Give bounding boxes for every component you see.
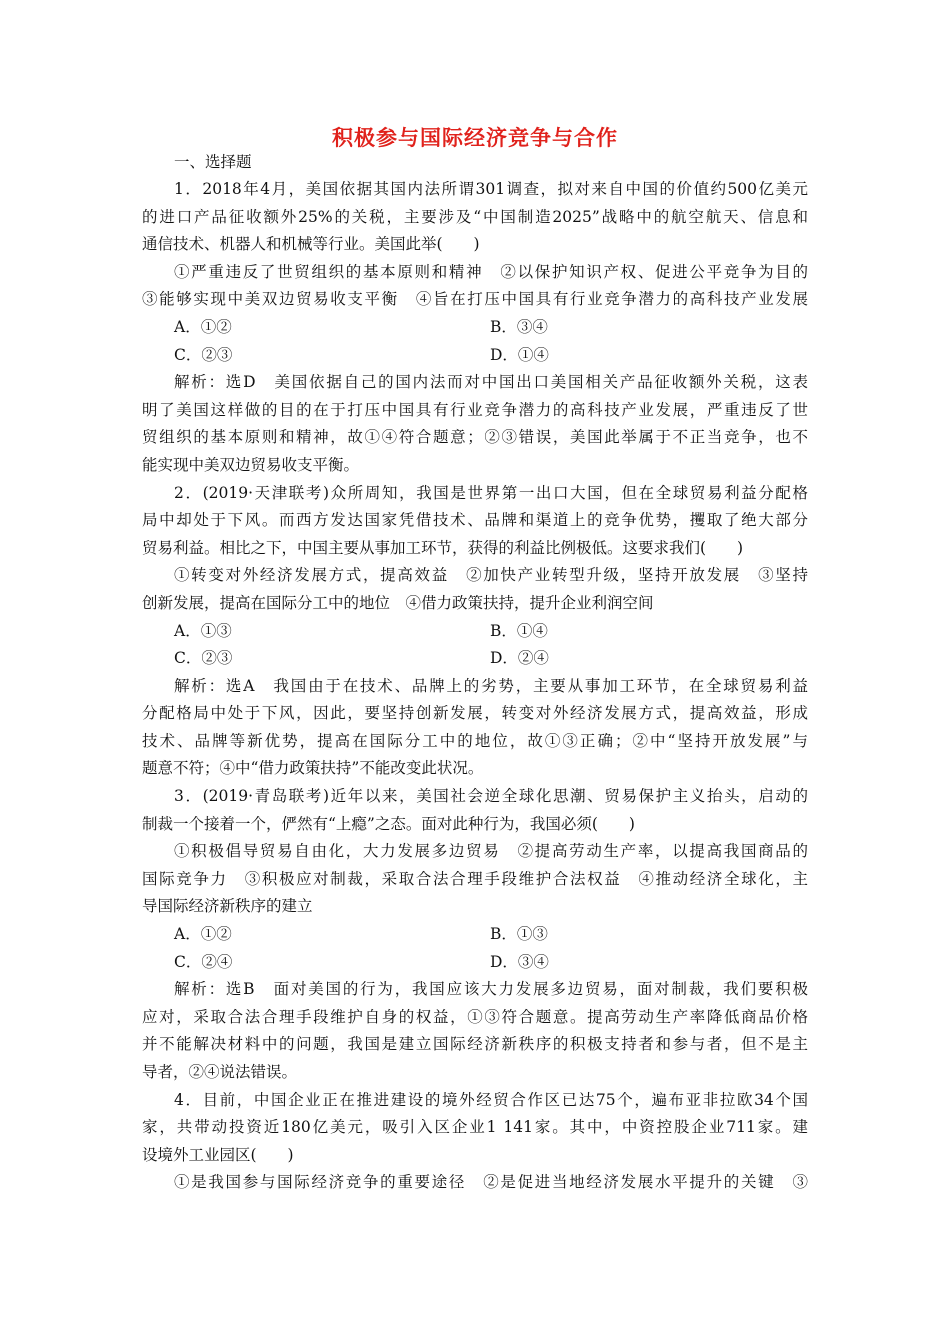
analysis-line: 解析：选D 美国依据自己的国内法而对中国出口美国相关产品征收额外关税，这表 xyxy=(174,373,808,392)
question-stem-line: 2．(2019·天津联考)众所周知，我国是世界第一出口大国，但在全球贸易利益分配格 xyxy=(174,483,808,502)
options-row xyxy=(142,645,808,673)
statement-line: ①严重违反了世贸组织的基本原则和精神 ②以保护知识产权、促进公平竞争为目的 xyxy=(174,262,808,281)
question-stem-line: 设境外工业园区( ) xyxy=(142,1145,294,1164)
options-row xyxy=(142,342,808,370)
analysis-line: 题意不符；④中“借力政策扶持”不能改变此状况。 xyxy=(142,759,484,778)
option-d: D．①④ xyxy=(490,345,549,364)
statement-line: ①是我国参与国际经济竞争的重要途径 ②是促进当地经济发展水平提升的关键 ③ xyxy=(174,1173,808,1192)
analysis-line: 解析：选A 我国由于在技术、品牌上的劣势，主要从事加工环节，在全球贸易利益 xyxy=(174,676,808,695)
analysis-line: 解析：选B 面对美国的行为，我国应该大力发展多边贸易，面对制裁，我们要积极 xyxy=(174,980,808,999)
options-row xyxy=(142,314,808,342)
option-a: A．①② xyxy=(174,317,232,336)
option-b: B．③④ xyxy=(490,317,548,336)
question-stem-line: 制裁一个接着一个，俨然有“上瘾”之态。面对此种行为，我国必须( ) xyxy=(142,814,635,833)
statement-line: 国际竞争力 ③积极应对制裁，采取合法合理手段维护合法权益 ④推动经济全球化，主 xyxy=(142,869,808,888)
analysis-line: 应对，采取合法合理手段维护自身的权益，①③符合题意。提高劳动生产率降低商品价格 xyxy=(142,1007,808,1026)
options-row xyxy=(142,921,808,949)
question-stem-line: 1．2018年4月，美国依据其国内法所谓301调查，拟对来自中国的价值约500亿美元 xyxy=(174,180,808,198)
analysis-line: 并不能解决材料中的问题，我国是建立国际经济新秩序的积极支持者和参与者，但不是主 xyxy=(142,1035,808,1054)
option-c: C．②③ xyxy=(174,345,233,364)
analysis-line: 导者，②④说法错误。 xyxy=(142,1063,298,1081)
option-c: C．②③ xyxy=(174,649,233,668)
option-b: B．①③ xyxy=(490,925,548,944)
question-stem-line: 的进口产品征收额外25%的关税，主要涉及“中国制造2025”战略中的航空航天、信息和 xyxy=(142,207,808,226)
question-stem-line: 4．目前，中国企业正在推进建设的境外经贸合作区已达75个，遍布亚非拉欧34个国 xyxy=(174,1090,808,1109)
option-d: D．③④ xyxy=(490,952,549,971)
statement-line: ①转变对外经济发展方式，提高效益 ②加快产业转型升级，坚持开放发展 ③坚持 xyxy=(174,566,808,585)
analysis-line: 贸组织的基本原则和精神，故①④符合题意；②③错误，美国此举属于不正当竞争，也不 xyxy=(142,428,808,447)
options-row xyxy=(142,618,808,646)
question-3 xyxy=(142,783,808,1087)
page-title: 积极参与国际经济竞争与合作 xyxy=(332,125,618,150)
option-b: B．①④ xyxy=(490,621,548,640)
question-stem-line: 通信技术、机器人和机械等行业。美国此举( ) xyxy=(142,235,480,254)
document-body xyxy=(142,176,808,1197)
question-stem-line: 贸易利益。相比之下，中国主要从事加工环节，获得的利益比例极低。这要求我们( ) xyxy=(142,538,744,557)
question-stem-line: 局中却处于下风。而西方发达国家凭借技术、品牌和渠道上的竞争优势，攫取了绝大部分 xyxy=(142,511,808,530)
option-d: D．②④ xyxy=(490,649,549,668)
option-a: A．①② xyxy=(174,925,232,944)
question-2 xyxy=(142,480,808,784)
question-1 xyxy=(142,176,808,480)
statement-line: 导国际经济新秩序的建立 xyxy=(142,897,313,916)
statement-line: ①积极倡导贸易自由化，大力发展多边贸易 ②提高劳动生产率，以提高我国商品的 xyxy=(174,842,808,861)
analysis-line: 明了美国这样做的目的在于打压中国具有行业竞争潜力的高科技产业发展，严重违反了世 xyxy=(142,400,808,419)
question-stem-line: 3．(2019·青岛联考)近年以来，美国社会逆全球化思潮、贸易保护主义抬头，启动的 xyxy=(174,787,808,806)
question-stem-line: 家，共带动投资近180亿美元，吸引入区企业1 141家。其中，中资控股企业711家。建 xyxy=(142,1118,808,1137)
option-a: A．①③ xyxy=(174,621,232,640)
question-4 xyxy=(142,1087,808,1197)
statement-line: 创新发展，提高在国际分工中的地位 ④借力政策扶持，提升企业利润空间 xyxy=(142,593,654,612)
analysis-line: 分配格局中处于下风，因此，要坚持创新发展，转变对外经济发展方式，提高效益，形成 xyxy=(142,704,808,723)
analysis-line: 技术、品牌等新优势，提高在国际分工中的地位，故①③正确；②中“坚持开放发展”与 xyxy=(142,731,808,750)
statement-line: ③能够实现中美双边贸易收支平衡 ④旨在打压中国具有行业竞争潜力的高科技产业发展 xyxy=(142,290,808,309)
analysis-line: 能实现中美双边贸易收支平衡。 xyxy=(142,455,360,474)
option-c: C．②④ xyxy=(174,952,233,971)
section-heading: 一、选择题 xyxy=(174,153,252,171)
options-row xyxy=(142,949,808,977)
